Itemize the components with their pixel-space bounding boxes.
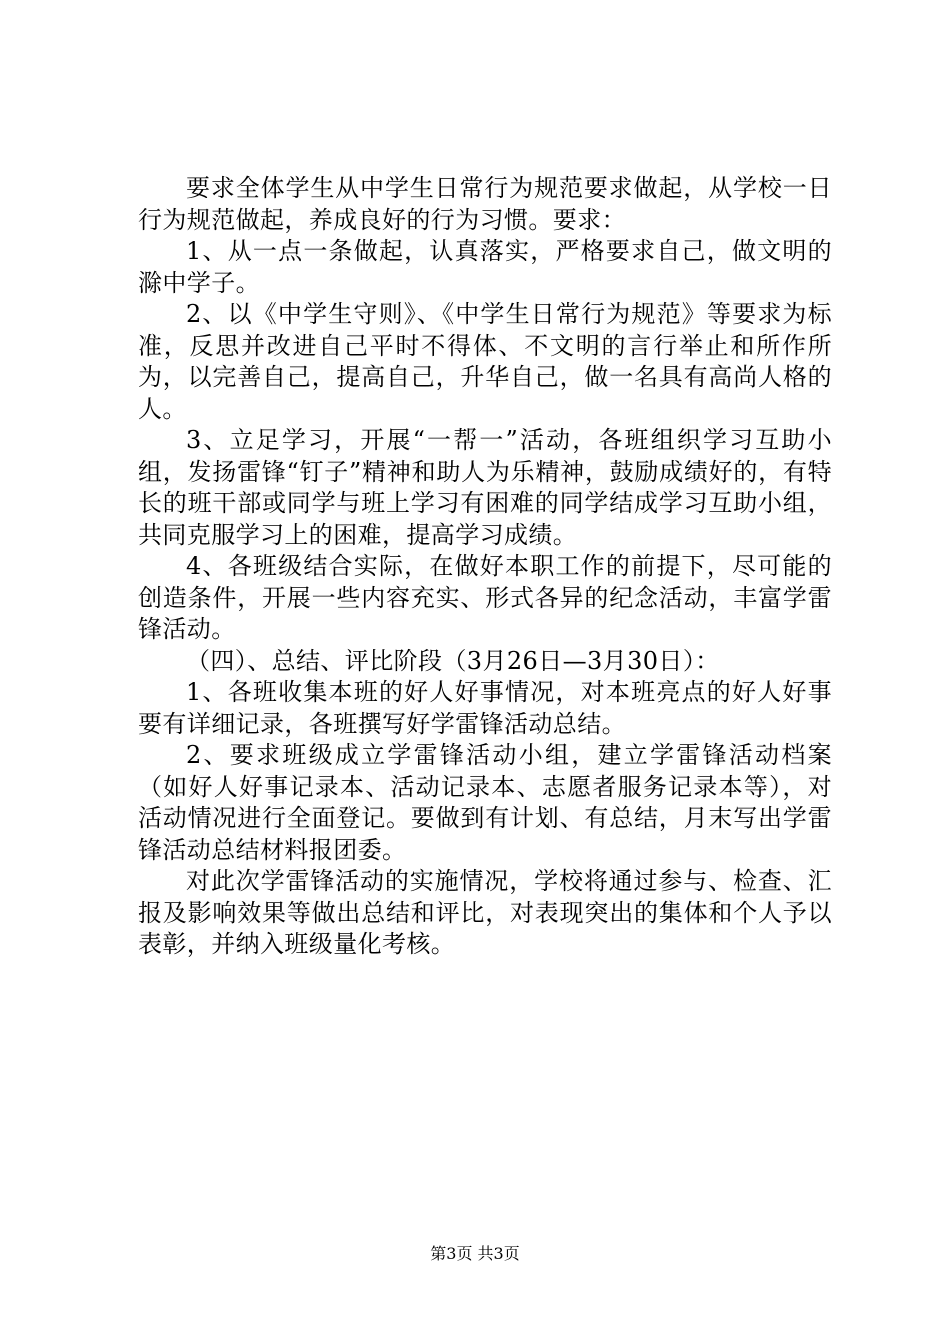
- paragraph-summary-item-1: 1、各班收集本班的好人好事情况，对本班亮点的好人好事要有详细记录，各班撰写好学雷锋活动总结。: [138, 678, 832, 738]
- paragraph-conclusion: 对此次学雷锋活动的实施情况，学校将通过参与、检查、汇报及影响效果等做出总结和评比，对表现突出的集体和个人予以表彰，并纳入班级量化考核。: [138, 867, 832, 958]
- paragraph-item-2: 2、以《中学生守则》、《中学生日常行为规范》等要求为标准，反思并改进自己平时不得体、不文明的言行举止和所作所为，以完善自己，提高自己，升华自己，做一名具有高尚人格的人。: [138, 300, 832, 423]
- paragraph-item-3: 3、立足学习，开展“一帮一”活动，各班组织学习互助小组，发扬雷锋“钉子”精神和助人为乐精神，鼓励成绩好的，有特长的班干部或同学与班上学习有困难的同学结成学习互助小组，共同克服学习上的困难，提高学习成绩。: [138, 426, 832, 549]
- document-body: [138, 173, 832, 961]
- section-heading-summary: （四）、总结、评比阶段（3月26日—3月30日）：: [186, 646, 720, 675]
- paragraph-item-4: 4、各班级结合实际，在做好本职工作的前提下，尽可能的创造条件，开展一些内容充实、形式各异的纪念活动，丰富学雷锋活动。: [138, 552, 832, 643]
- page-footer: 第3页 共3页: [430, 1244, 520, 1263]
- paragraph-item-1: 1、从一点一条做起，认真落实，严格要求自己，做文明的滁中学子。: [138, 237, 832, 297]
- paragraph-intro: 要求全体学生从中学生日常行为规范要求做起，从学校一日行为规范做起，养成良好的行为习惯。要求：: [138, 174, 832, 234]
- paragraph-summary-item-2: 2、要求班级成立学雷锋活动小组，建立学雷锋活动档案（如好人好事记录本、活动记录本、志愿者服务记录本等），对活动情况进行全面登记。要做到有计划、有总结，月末写出学雷锋活动总结材料报团委。: [138, 741, 832, 864]
